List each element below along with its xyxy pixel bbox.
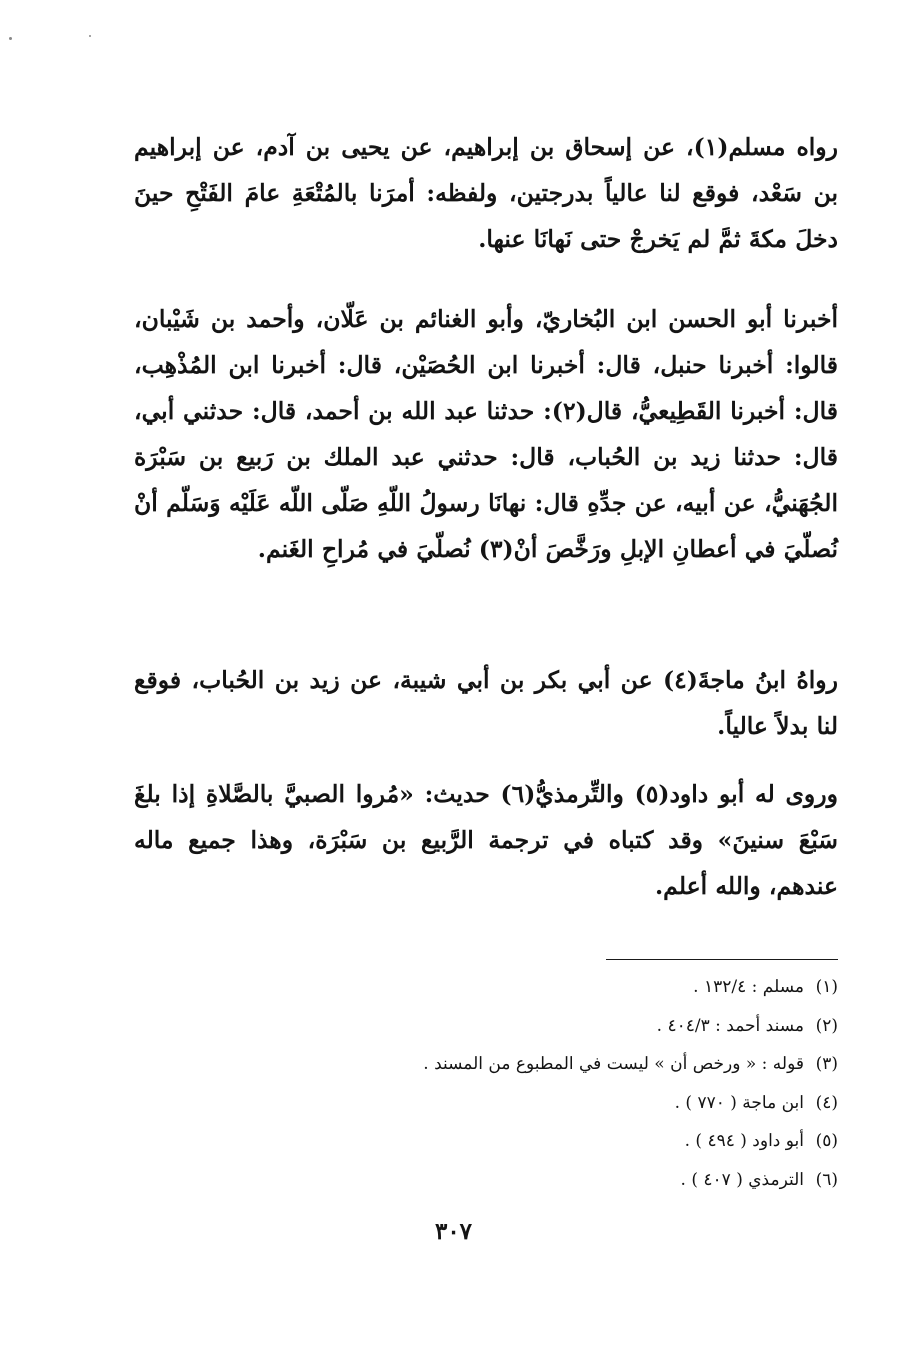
- paragraph-text: رواهُ ابنُ ماجةَ(٤) عن أبي بكر بن أبي شيبة، عن زيد بن الحُباب، فوقع لنا بدلاً عالياً.: [134, 666, 839, 740]
- body-paragraph-2: [134, 296, 838, 572]
- footnote-4: [198, 1084, 838, 1123]
- footnote-6: [198, 1161, 838, 1200]
- footnote-number: (٣): [815, 1054, 838, 1074]
- footnote-number: (٦): [815, 1169, 838, 1190]
- footnote-number: (٥): [815, 1131, 838, 1151]
- footnote-3: [198, 1045, 838, 1084]
- body-paragraph-1: [134, 124, 838, 262]
- paragraph-text: رواه مسلم(١)، عن إسحاق بن إبراهيم، عن يحيى بن آدم، عن إبراهيم بن سَعْد، فوقع لنا عالياً بدرجتين، ولفظه: أمرَنا بالمُتْعَةِ عامَ الفَتْحِ حينَ دخلَ مكةَ ثمَّ لم يَخرجْ حتى نَهانَا عنها.: [134, 133, 839, 253]
- footnote-text: أبو داود ( ٤٩٤ ) .: [684, 1131, 804, 1151]
- footnote-text: مسلم : ١٣٢/٤ .: [693, 977, 804, 997]
- body-paragraph-4: [134, 771, 838, 909]
- footnote-text: الترمذي ( ٤٠٧ ) .: [680, 1169, 804, 1190]
- footnote-5: [198, 1122, 838, 1161]
- footnote-text: قوله : « ورخص أن » ليست في المطبوع من المسند .: [423, 1054, 804, 1074]
- paragraph-text: وروى له أبو داود(٥) والتِّرمذيُّ(٦) حديث: «مُروا الصبيَّ بالصَّلاةِ إذا بلغَ سَبْعَ سنينَ» وقد كتباه في ترجمة الرَّبيع بن سَبْرَة، وهذا جميع ماله عندهم، والله أعلم.: [134, 780, 838, 900]
- footnotes-list: [198, 968, 838, 1199]
- footnote-text: مسند أحمد : ٤٠٤/٣ .: [656, 1015, 804, 1036]
- scan-speck: [89, 35, 91, 37]
- footnote-text: ابن ماجة ( ٧٧٠ ) .: [674, 1092, 804, 1113]
- body-paragraph-3: [134, 657, 838, 749]
- footnote-number: (٢): [815, 1015, 838, 1036]
- footnote-2: [198, 1007, 838, 1046]
- paragraph-text: أخبرنا أبو الحسن ابن البُخاريّ، وأبو الغنائم بن عَلّان، وأحمد بن شَيْبان، قالوا: أخبرنا حنبل، قال: أخبرنا ابن الحُصَيْن، قال: أخبرنا ابن المُذْهِب، قال: أخبرنا القَطِيعيُّ، قال(٢): حدثنا عبد الله بن أحمد، قال: حدثني أبي، قال: حدثنا زيد بن الحُباب، قال: حدثني عبد الملك بن رَبيع بن سَبْرَة الجُهَنيُّ، عن أبيه، عن جدِّهِ قال: نهانَا رسولُ اللّهِ صَلّى اللّه عَلَيْه وَسَلّم أنْ نُصلّيَ في أعطانِ الإبلِ ورَخَّصَ أنْ(٣) نُصلّيَ في مُراحِ الغَنم.: [134, 305, 839, 563]
- footnote-1: [198, 968, 838, 1007]
- footnote-number: (٤): [815, 1092, 838, 1113]
- footnote-number: (١): [815, 977, 838, 997]
- scan-speck: [9, 37, 12, 40]
- footnote-separator: [606, 959, 838, 960]
- page-number: ٣٠٧: [434, 1218, 473, 1245]
